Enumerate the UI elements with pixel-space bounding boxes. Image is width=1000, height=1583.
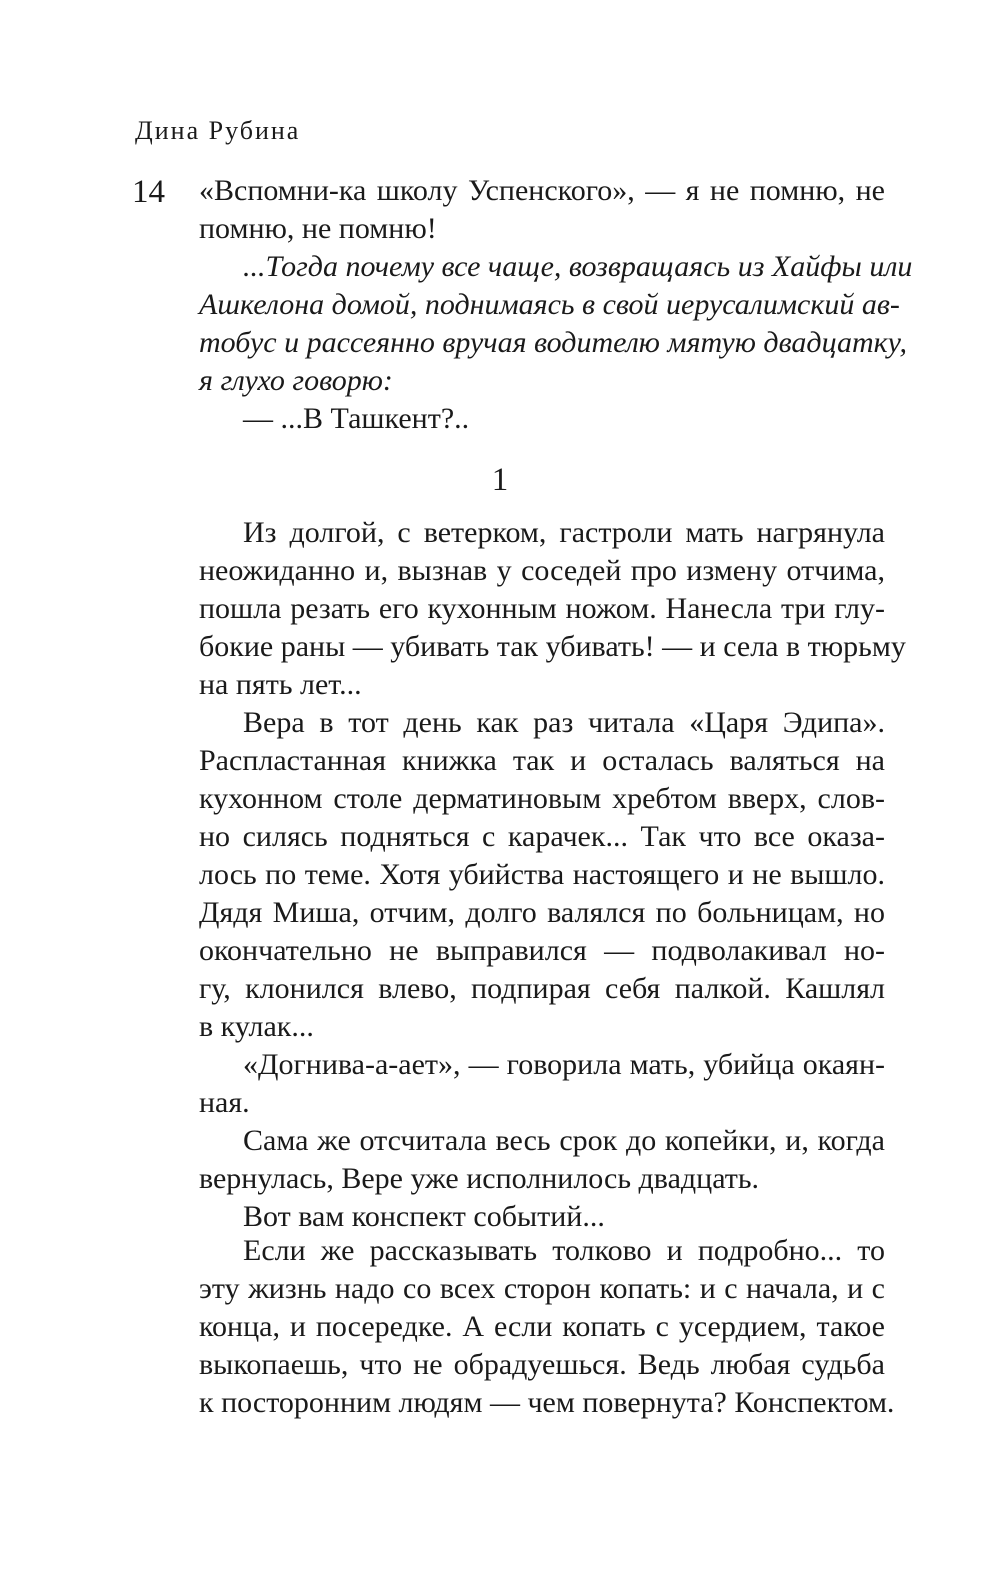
text-line: — ...В Ташкент?.. <box>243 402 470 435</box>
epigraph <box>199 172 913 438</box>
text-line: но силясь подняться с карачек... Так что все оказа- <box>199 820 885 853</box>
text-line: к посторонним людям — чем повернута? Конспектом. <box>199 1386 895 1419</box>
running-header-author: Дина Рубина <box>135 116 301 145</box>
text-line: Вера в тот день как раз читала «Царя Эдипа». <box>243 706 885 739</box>
text-line: тобус и рассеянно вручая водителю мятую двадцатку, <box>199 326 907 359</box>
text-line: кухонном столе дерматиновым хребтом вверх, слов- <box>199 782 885 815</box>
text-line: вернулась, Вере уже исполнилось двадцать. <box>199 1162 760 1195</box>
text-line: помню, не помню! <box>199 212 437 245</box>
text-line: бокие раны — убивать так убивать! — и села в тюрьму <box>199 630 906 663</box>
text-line: Сама же отсчитала весь срок до копейки, и, когда <box>243 1124 885 1157</box>
text-line: в кулак... <box>199 1010 314 1043</box>
text-line: я глухо говорю: <box>199 364 393 397</box>
text-line: окончательно не выправился — подволакивал но- <box>199 934 885 967</box>
text-line: Вот вам конспект событий... <box>243 1200 605 1233</box>
text-line: гу, клонился влево, подпирая себя палкой. Кашлял <box>199 972 885 1005</box>
text-line: пошла резать его кухонным ножом. Нанесла три глу- <box>199 592 885 625</box>
text-line: ...Тогда почему все чаще, возвращаясь из Хайфы или <box>243 250 913 283</box>
text-line: выкопаешь, что не обрадуешься. Ведь любая судьба <box>199 1348 885 1381</box>
page-number: 14 <box>132 174 165 210</box>
text-line: «Вспомни-ка школу Успенского», — я не помню, не <box>199 174 885 207</box>
text-line: «Догнива-а-ает», — говорила мать, убийца окаян- <box>243 1048 885 1081</box>
text-line: конца, и посередке. А если копать с усердием, такое <box>199 1310 885 1343</box>
chapter-text-continued <box>199 1232 895 1422</box>
text-line: Если же рассказывать толково и подробно... то <box>243 1234 885 1267</box>
chapter-text <box>199 514 906 1236</box>
text-line: Дядя Миша, отчим, долго валялся по больницам, но <box>199 896 885 929</box>
text-line: Из долгой, с ветерком, гастроли мать нагрянула <box>243 516 885 549</box>
text-line: на пять лет... <box>199 668 362 701</box>
text-line: неожиданно и, вызнав у соседей про измену отчима, <box>199 554 885 587</box>
text-line: Ашкелона домой, поднимаясь в свой иерусалимский ав- <box>199 288 900 321</box>
text-line: Распластанная книжка так и осталась валяться на <box>199 744 885 777</box>
text-line: эту жизнь надо со всех сторон копать: и с начала, и с <box>199 1272 885 1305</box>
text-line: ная. <box>199 1086 250 1119</box>
chapter-number: 1 <box>491 462 509 498</box>
text-line: лось по теме. Хотя убийства настоящего и не вышло. <box>199 858 885 891</box>
